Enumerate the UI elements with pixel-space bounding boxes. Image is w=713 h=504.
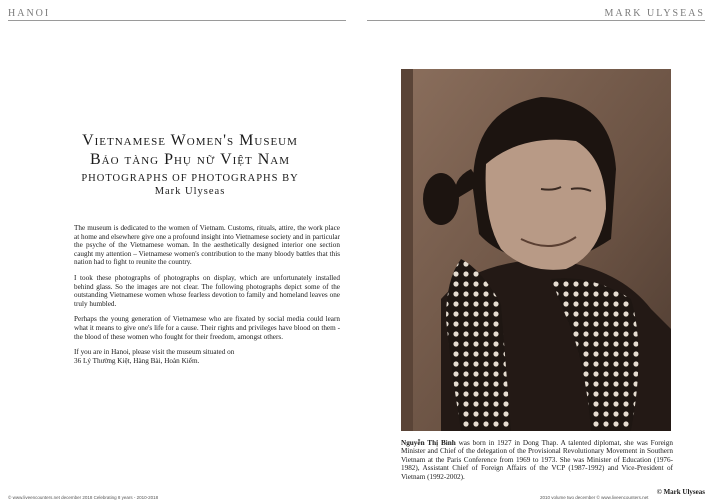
footer-left: © www.liveencounters.net december 2018 Celebrating 8 years - 2010-2018 [8,495,159,500]
portrait-photo-image [401,69,671,431]
article-title-block [50,131,330,198]
portrait-photo [401,69,671,431]
article-author: Mark Ulyseas [154,186,226,197]
body-paragraph-3: Perhaps the young generation of Vietnamese who are fixated by social media could learn what it means to give one's life for a cause. Their rights and privileges have blood on them - the blood of these women who fought for their freedom, amongst others. [74,315,340,341]
footer-right: 2010 volume two december © www.liveencounters.net [540,495,649,500]
header-divider-left [8,20,346,21]
body-paragraph-1: The museum is dedicated to the women of Vietnam. Customs, rituals, attire, the work place at home and elsewhere give one a profound insight into Vietnamese society and in particular the psyche of the Vietnamese woman. In the aesthetically designed interior one section caught my attention – Vietnamese women's contribution to the many bloody battles that this nation had to fight to reunite the country. [74,224,340,267]
caption-text: was born in 1927 in Dong Thap. A talented diplomat, she was Foreign Minister and Chief of the delegation of the Provisional Revolutionary Movement in Southern Vietnam at the Paris Conference from 1969 to 1973. She was Minister of Education (1976-1982), Assistant Chief of Foreign Affairs of the VCP (1987-1992) and Vice-President of Vietnam (1992-2002). [401,439,673,481]
visit-invitation: If you are in Hanoi, please visit the museum situated on [74,348,235,357]
body-paragraph-4 [74,348,340,365]
article-subtitle: PHOTOGRAPHS OF PHOTOGRAPHS BY [81,173,299,184]
article-title-vietnamese: Bảo tàng Phụ nữ Việt Nam [89,151,291,168]
article-body [74,224,340,372]
footer-brand: © Mark Ulyseas [656,488,705,496]
header-divider-right [367,20,705,21]
article-title: Vietnamese Women's Museum [82,132,298,149]
caption-name: Nguyễn Thị Bình [401,439,456,447]
museum-address: 36 Lý Thường Kiệt, Hàng Bài, Hoàn Kiếm. [74,356,200,365]
author-header: MARK ULYSEAS [604,8,705,19]
section-header: HANOI [8,8,51,19]
body-paragraph-2: I took these photographs of photographs on display, which are unfortunately installed behind glass. So the images are not clear. The following photographs depict some of the outstanding Vietnamese women whose fearless devotion to family and homeland leaves one truly humbled. [74,273,340,308]
photo-caption [401,439,673,481]
